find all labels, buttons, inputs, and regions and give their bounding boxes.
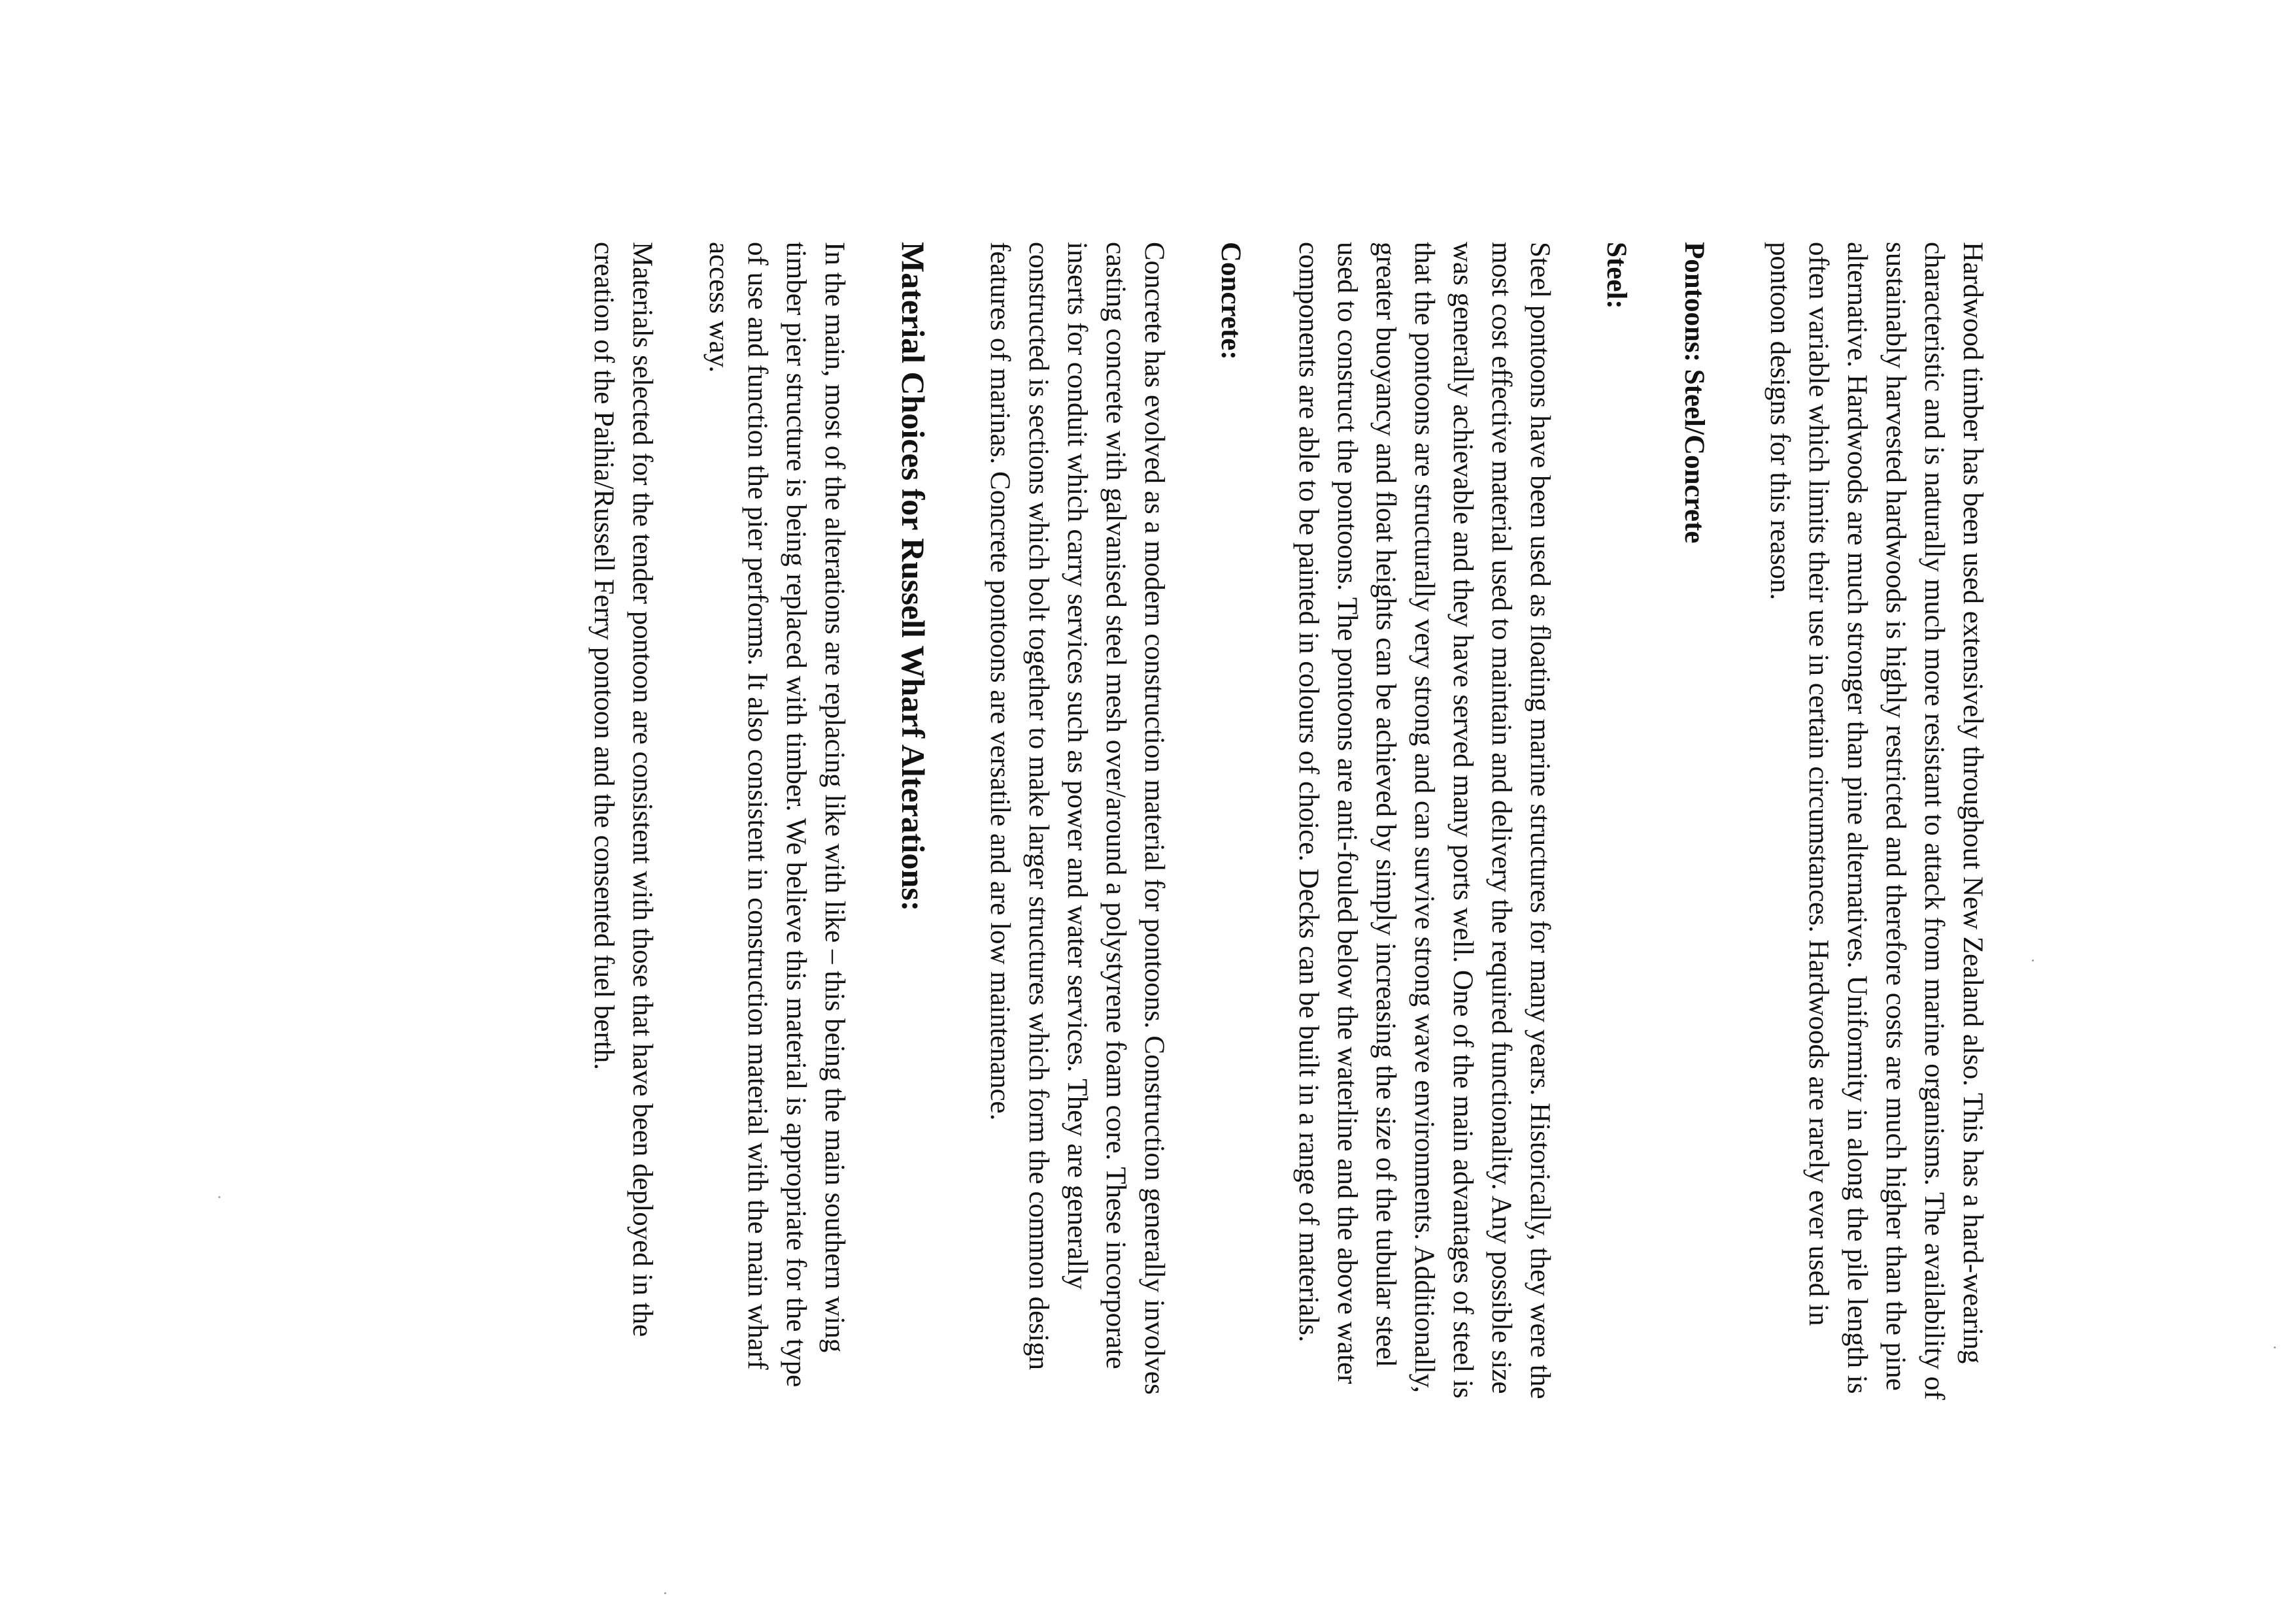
- alterations-paragraph: In the main, most of the alterations are replacing like with like – this being the main southern wing timber pier structure is being replaced with timber. We believe this material is appropriate for the type of use and function the pier performs. It also consistent in construction material with the main wharf access way.: [703, 242, 850, 1388]
- scan-speck: [2032, 960, 2034, 961]
- scan-speck: [664, 1592, 666, 1594]
- tender-paragraph: Materials selected for the tender pontoon are consistent with those that have been deployed in the creation of the Paihia/Russell Ferry pontoon and the consented fuel berth.: [588, 242, 658, 1337]
- steel-paragraph: Steel pontoons have been used as floating marine structures for many years. Historically, they were the most cost effective material used to maintain and delivery the required functionality. Any possible size was generally achievable and they have served many ports well. One of the main advantages of steel is that the pontoons are structurally very strong and can survive strong wave environments. Additionally, greater buoyancy and float heights can be achieved by simply increasing the size of the tubular steel used to construct the pontoons. The pontoons are anti-fouled below the waterline and the above water components are able to be painted in colours of choice. Decks can be built in a range of materials.: [1293, 242, 1555, 1399]
- document-body: [584, 242, 1992, 1405]
- scan-speck: [2274, 1346, 2276, 1348]
- scan-speck: [218, 1196, 220, 1198]
- concrete-heading: Concrete:: [1215, 242, 1246, 360]
- material-choices-heading: Material Choices for Russell Wharf Alterations:: [895, 242, 932, 912]
- pontoons-heading: Pontoons: Steel/Concrete: [1679, 242, 1710, 544]
- steel-heading: Steel:: [1601, 242, 1632, 309]
- concrete-paragraph: Concrete has evolved as a modern construction material for pontoons. Construction generally involves casting concrete with galvanised steel mesh over/around a polystyrene foam core. These incorporate inserts for conduit which carry services such as power and water services. They are generally constructed is sections which bolt together to make larger structures which form the common design features of marinas. Concrete pontoons are versatile and are low maintenance.: [985, 242, 1170, 1395]
- intro-paragraph: Hardwood timber has been used extensively throughout New Zealand also. This has a hard-wearing characteristic and is naturally much more resistant to attack from marine organisms. The availability of sustainably harvested hardwoods is highly restricted and therefore costs are much higher than the pine alternative. Hardwoods are much stronger than pine alternatives. Uniformity in along the pile length is often variable which limits their use in certain circumstances. Hardwoods are rarely ever used in pontoon designs for this reason.: [1764, 242, 1988, 1400]
